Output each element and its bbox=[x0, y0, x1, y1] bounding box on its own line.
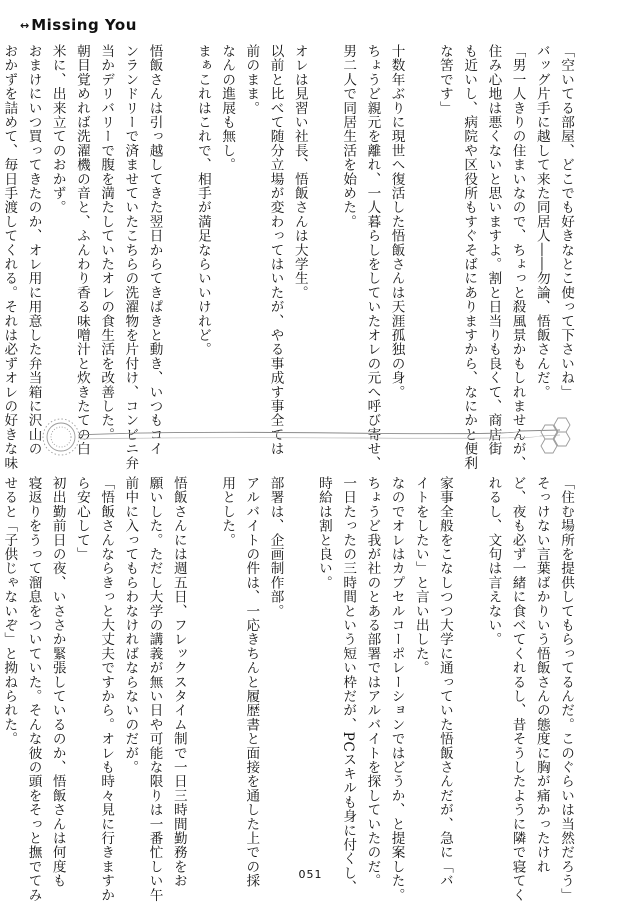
text-line: おかずを詰めて、毎日手渡してくれる。それは必ずオレの好きな味 bbox=[1, 44, 18, 470]
text-line: 朝目覚めれば洗濯機の音と、ふんわり香る味噌汁と炊きたての白 bbox=[73, 44, 90, 456]
text-line: ンランドリーで済ませていたこちらの洗濯物を片付け、コンビニ弁 bbox=[122, 44, 139, 470]
text-line: 「男一人きりの住まいなので、ちょっと殺風景かもしれませんが、 bbox=[509, 44, 526, 470]
running-header bbox=[20, 16, 137, 34]
text-line: 悟飯さんは引っ越してきた翌日からてきぱきと動き、いつもコイ bbox=[146, 44, 163, 456]
text-line: な筈です」 bbox=[436, 44, 453, 115]
text-line: 寝返りをうって溜息をついていた。そんな彼の頭をそっと撫でてみ bbox=[25, 476, 42, 902]
text-line: せると「子供じゃないぞ」と拗ねられた。 bbox=[1, 476, 18, 746]
text-line bbox=[288, 476, 312, 858]
text-line: 以前と比べて随分立場が変わってはいたが、やる事成す事全ては bbox=[267, 44, 284, 456]
text-line: 用とした。 bbox=[219, 476, 236, 547]
text-line bbox=[191, 476, 215, 858]
text-line: 家事全般をこなしつつ大学に通っていた悟飯さんだが、急に「バ bbox=[436, 476, 453, 888]
text-line: 男二人で同居生活を始めた。 bbox=[340, 44, 357, 229]
text-line: ら安心して」 bbox=[73, 476, 90, 562]
text-line: イトをしたい」と言い出した。 bbox=[412, 476, 429, 675]
section-divider bbox=[40, 416, 581, 458]
text-line: なんの進展も無し。 bbox=[219, 44, 236, 172]
text-block-top bbox=[1, 44, 578, 470]
text-line bbox=[312, 44, 336, 402]
arrow-ornament-icon: ↔ bbox=[20, 18, 29, 32]
text-line: なのでオレはカプセルコーポレーションではどうか、と提案した。 bbox=[388, 476, 405, 902]
text-line: 住み心地は悪くないと思いますよ。割と日当りも良くて、商店街 bbox=[485, 44, 502, 456]
text-line: 当かデリバリーで腹を満たしていたオレの食生活を改善した。 bbox=[98, 44, 115, 442]
text-line: れるし、文句は言えない。 bbox=[485, 476, 502, 647]
text-line: おまけにいつ買ってきたのか、オレ用に用意した弁当箱に沢山の bbox=[25, 44, 42, 456]
text-line: バッグ片手に越して来た同居人――勿論、悟飯さんだ。 bbox=[533, 44, 550, 399]
text-line: 一日たったの三時間という短い枠だが、PCスキルも身に付くし、 bbox=[340, 476, 357, 895]
text-line bbox=[409, 44, 433, 402]
text-line: オレは見習い社長、悟飯さんは大学生。 bbox=[291, 44, 308, 300]
text-line: 前のまま。 bbox=[243, 44, 260, 115]
text-line: 願いした。ただし大学の講義が無い日や可能な限りは一番忙しい午 bbox=[146, 476, 163, 902]
text-line: 米に、出来立てのおかず。 bbox=[49, 44, 66, 215]
text-line: ど、夜も必ず一緒に食べてくれるし、昔そうしたように隣で寝てく bbox=[509, 476, 526, 902]
text-line: 時給は割と良い。 bbox=[315, 476, 332, 590]
text-line bbox=[167, 44, 191, 402]
text-line: 前中に入ってもらわなければならないのだが。 bbox=[122, 476, 139, 775]
text-line: 初出勤前日の夜、いささか緊張しているのか、悟飯さんは何度も bbox=[49, 476, 66, 888]
text-line: 十数年ぶりに現世へ復活した悟飯さんは天涯孤独の身。 bbox=[388, 44, 405, 399]
text-line: ちょうど親元を離れ、一人暮らしをしていたオレの元へ呼び寄せ、 bbox=[364, 44, 381, 470]
text-line: 「悟飯さんならきっと大丈夫ですから。オレも時々見に行きますか bbox=[98, 476, 115, 902]
text-line: ちょうど我が社のとある部署ではアルバイトを探していたのだ。 bbox=[364, 476, 381, 888]
text-line: まぁこれはこれで、相手が満足ならいいけれど。 bbox=[194, 44, 211, 357]
text-line bbox=[457, 476, 481, 858]
text-line: 「空いてる部屋、どこでも好きなとこ使って下さいね」 bbox=[558, 44, 574, 399]
text-line: 「住む場所を提供してもらってるんだ。このぐらいは当然だろう」 bbox=[558, 476, 574, 902]
page-number: 051 bbox=[298, 868, 323, 881]
text-line: 悟飯さんには週五日、フレックスタイム制で一日三時間勤務をお bbox=[170, 476, 187, 888]
text-line: そっけない言葉ばかりいう悟飯さんの態度に胸が痛かったけれ bbox=[533, 476, 550, 874]
text-line: アルバイトの件は、一応きちんと履歴書と面接を通した上での採 bbox=[243, 476, 260, 888]
lace-circle-icon bbox=[43, 419, 79, 455]
text-line: も近いし、病院や区役所もすぐそばにありますから、なにかと便利 bbox=[461, 44, 478, 470]
text-line: 部署は、企画制作部。 bbox=[267, 476, 284, 618]
running-header-title: Missing You bbox=[31, 16, 137, 34]
